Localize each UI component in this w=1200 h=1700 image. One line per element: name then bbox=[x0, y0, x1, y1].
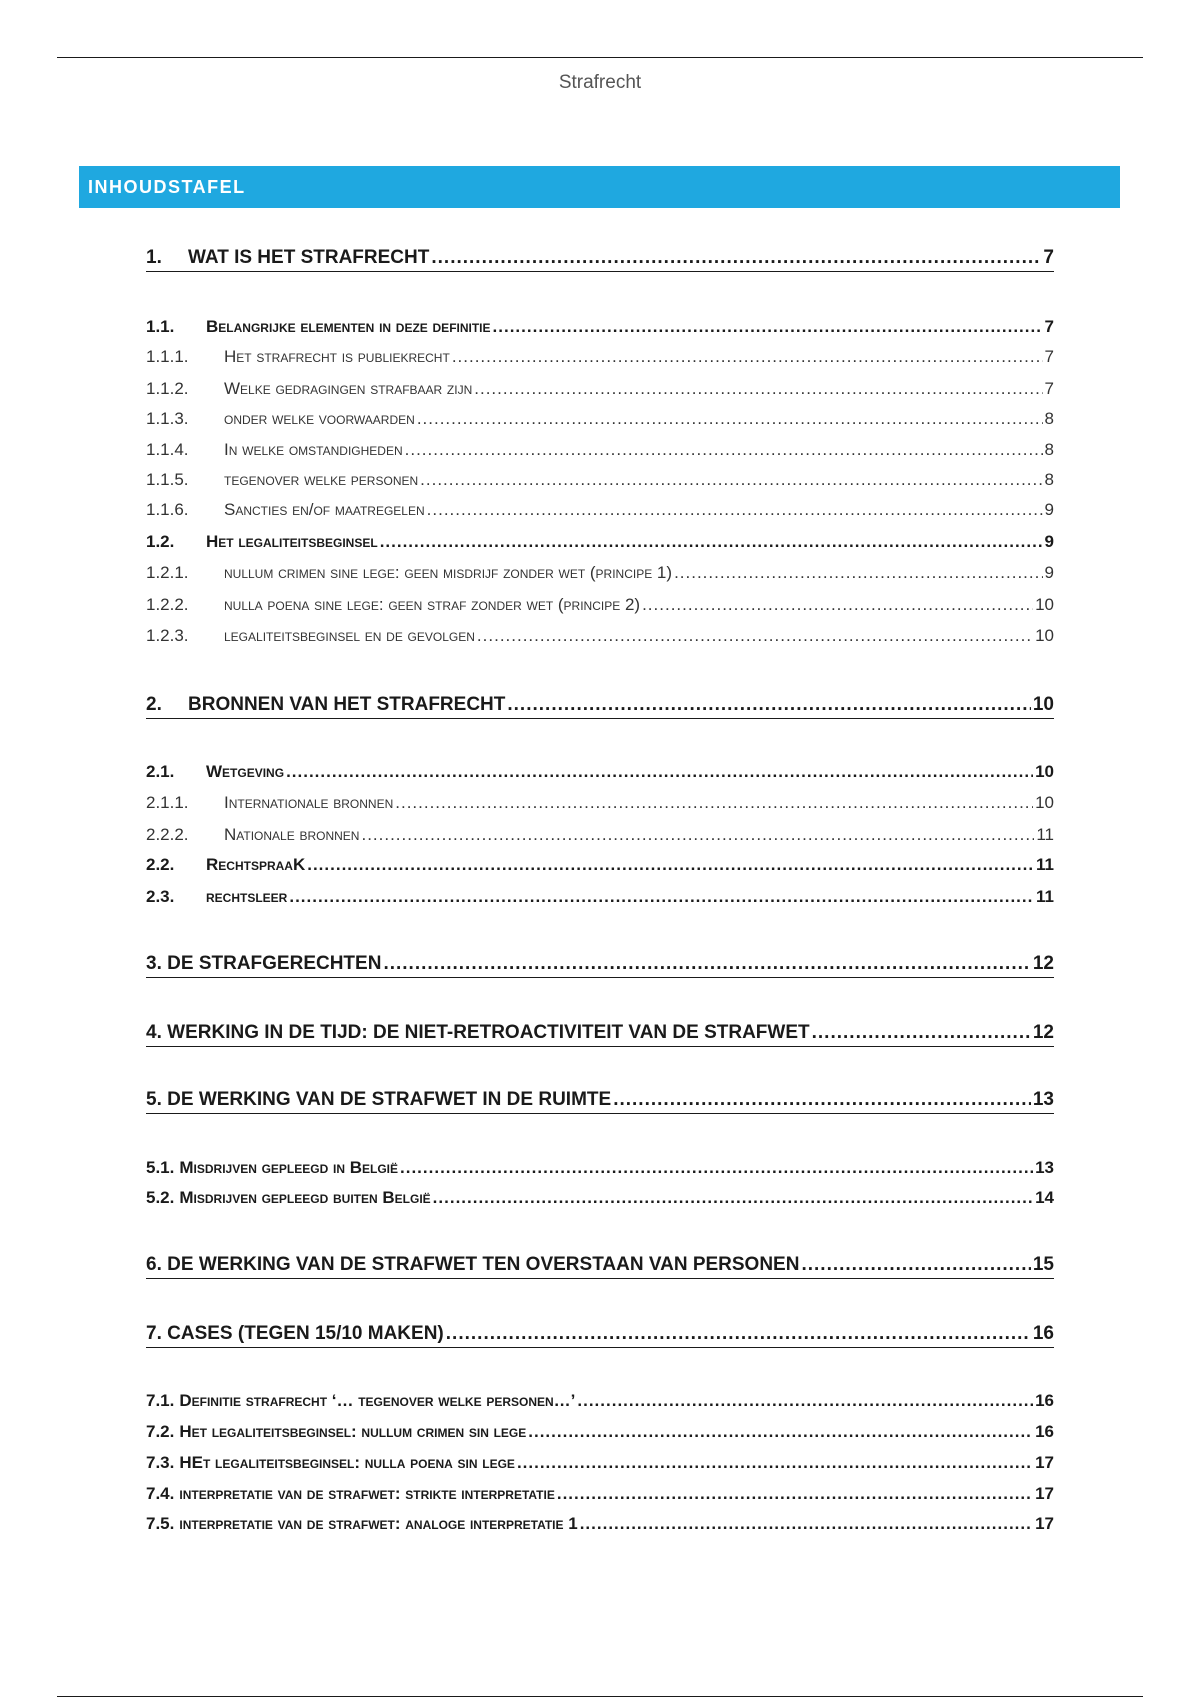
toc-number: 1.1.2. bbox=[146, 379, 189, 398]
dot-leader bbox=[812, 1020, 1031, 1046]
toc-page: 16 bbox=[1032, 1323, 1054, 1344]
toc-page: 16 bbox=[1035, 1422, 1054, 1441]
toc-title: Sancties en/of maatregelen bbox=[224, 500, 425, 519]
toc-title: Misdrijven gepleegd in België bbox=[179, 1158, 399, 1177]
dot-leader bbox=[642, 592, 1033, 618]
table-of-contents bbox=[146, 0, 1054, 1700]
toc-title: legaliteitsbeginsel en de gevolgen bbox=[224, 626, 475, 645]
dot-leader bbox=[431, 245, 1041, 271]
dot-leader bbox=[577, 1388, 1033, 1414]
toc-page: 11 bbox=[1036, 887, 1054, 906]
toc-number: 7. bbox=[146, 1323, 162, 1344]
toc-title: interpretatie van de strafwet: strikte interpretatie bbox=[179, 1484, 555, 1503]
dot-leader bbox=[307, 852, 1034, 878]
toc-entry-1-1-3[interactable] bbox=[146, 406, 1054, 432]
toc-title: In welke omstandigheden bbox=[224, 440, 403, 459]
toc-number: 2. bbox=[146, 694, 162, 715]
toc-entry-5-2[interactable] bbox=[146, 1185, 1054, 1211]
dot-leader bbox=[801, 1252, 1030, 1278]
toc-entry-1-2[interactable] bbox=[146, 529, 1054, 555]
toc-entry-1-1-6[interactable] bbox=[146, 497, 1054, 523]
toc-number: 2.3. bbox=[146, 887, 175, 906]
toc-entry-7-1[interactable] bbox=[146, 1388, 1054, 1414]
toc-page: 10 bbox=[1032, 694, 1054, 715]
toc-number: 7.4. bbox=[146, 1484, 175, 1503]
toc-page: 13 bbox=[1035, 1158, 1054, 1177]
toc-page: 9 bbox=[1044, 563, 1054, 582]
toc-entry-1-1-4[interactable] bbox=[146, 437, 1054, 463]
toc-page: 11 bbox=[1036, 855, 1054, 874]
toc-number: 1.1.5. bbox=[146, 470, 189, 489]
toc-number: 1.1.3. bbox=[146, 409, 189, 428]
toc-entry-7-3[interactable] bbox=[146, 1450, 1054, 1476]
dot-leader bbox=[286, 759, 1033, 785]
toc-page: 7 bbox=[1044, 317, 1054, 336]
toc-number: 7.2. bbox=[146, 1422, 175, 1441]
toc-title: Internationale bronnen bbox=[224, 793, 394, 812]
toc-heading: INHOUDSTAFEL bbox=[79, 166, 1120, 208]
toc-entry-2-2-2[interactable] bbox=[146, 822, 1054, 848]
toc-entry-2-2[interactable] bbox=[146, 852, 1054, 878]
toc-title: Definitie strafrecht ‘… tegenover welke personen…’ bbox=[179, 1391, 576, 1410]
dot-leader bbox=[477, 623, 1033, 649]
toc-page: 13 bbox=[1032, 1089, 1054, 1110]
running-header: Strafrecht bbox=[558, 72, 642, 93]
toc-title: nulla poena sine lege: geen straf zonder wet (principe 2) bbox=[224, 595, 641, 614]
toc-title: tegenover welke personen bbox=[224, 470, 419, 489]
toc-page: 10 bbox=[1035, 595, 1054, 614]
toc-entry-5-1[interactable] bbox=[146, 1155, 1054, 1181]
toc-page: 7 bbox=[1044, 379, 1054, 398]
toc-entry-1-1-2[interactable] bbox=[146, 376, 1054, 402]
toc-page: 9 bbox=[1044, 500, 1054, 519]
footer-rule bbox=[57, 1696, 1143, 1697]
toc-entry-1-2-2[interactable] bbox=[146, 592, 1054, 618]
toc-number: 1. bbox=[146, 247, 162, 268]
toc-number: 5.1. bbox=[146, 1158, 175, 1177]
toc-entry-2[interactable] bbox=[146, 692, 1054, 719]
toc-title: Het strafrecht is publiekrecht bbox=[224, 347, 450, 366]
toc-title: CASES (TEGEN 15/10 MAKEN) bbox=[167, 1323, 444, 1344]
dot-leader bbox=[395, 790, 1033, 816]
toc-number: 6. bbox=[146, 1254, 162, 1275]
toc-page: 10 bbox=[1035, 626, 1054, 645]
toc-entry-7-2[interactable] bbox=[146, 1419, 1054, 1445]
toc-number: 4. bbox=[146, 1022, 162, 1043]
toc-page: 7 bbox=[1044, 347, 1054, 366]
dot-leader bbox=[580, 1511, 1033, 1537]
toc-page: 10 bbox=[1035, 762, 1054, 781]
toc-page: 15 bbox=[1032, 1254, 1054, 1275]
toc-page: 8 bbox=[1044, 470, 1054, 489]
toc-entry-2-1-1[interactable] bbox=[146, 790, 1054, 816]
toc-entry-3[interactable] bbox=[146, 951, 1054, 978]
toc-title: RechtspraaK bbox=[206, 855, 306, 874]
dot-leader bbox=[613, 1087, 1031, 1113]
dot-leader bbox=[400, 1155, 1033, 1181]
toc-number: 2.2. bbox=[146, 855, 175, 874]
toc-entry-7-4[interactable] bbox=[146, 1481, 1054, 1507]
toc-number: 1.1.1. bbox=[146, 347, 189, 366]
dot-leader bbox=[289, 884, 1034, 910]
toc-title: Welke gedragingen strafbaar zijn bbox=[224, 379, 473, 398]
toc-title: DE STRAFGERECHTEN bbox=[167, 953, 382, 974]
dot-leader bbox=[427, 497, 1043, 523]
dot-leader bbox=[674, 560, 1042, 586]
toc-number: 5. bbox=[146, 1089, 162, 1110]
toc-number: 1.1. bbox=[146, 317, 175, 336]
toc-entry-2-3[interactable] bbox=[146, 884, 1054, 910]
toc-entry-1-1-5[interactable] bbox=[146, 467, 1054, 493]
dot-leader bbox=[507, 692, 1030, 718]
dot-leader bbox=[433, 1185, 1033, 1211]
toc-title: WAT IS HET STRAFRECHT bbox=[188, 247, 430, 268]
dot-leader bbox=[557, 1481, 1033, 1507]
toc-title: nullum crimen sine lege: geen misdrijf zonder wet (principe 1) bbox=[224, 563, 673, 582]
toc-entry-7[interactable] bbox=[146, 1321, 1054, 1348]
toc-entry-5[interactable] bbox=[146, 1087, 1054, 1114]
dot-leader bbox=[380, 529, 1043, 555]
toc-number: 7.1. bbox=[146, 1391, 175, 1410]
toc-number: 1.1.6. bbox=[146, 500, 189, 519]
toc-entry-6[interactable] bbox=[146, 1252, 1054, 1279]
toc-page: 8 bbox=[1044, 409, 1054, 428]
toc-entry-1-2-1[interactable] bbox=[146, 560, 1054, 586]
toc-page: 14 bbox=[1035, 1188, 1054, 1207]
toc-entry-7-5[interactable] bbox=[146, 1511, 1054, 1537]
toc-title: interpretatie van de strafwet: analoge interpretatie 1 bbox=[179, 1514, 578, 1533]
toc-title: Belangrijke elementen in deze definitie bbox=[206, 317, 491, 336]
toc-page: 10 bbox=[1035, 793, 1054, 812]
dot-leader bbox=[405, 437, 1043, 463]
dot-leader bbox=[474, 376, 1042, 402]
toc-number: 1.1.4. bbox=[146, 440, 189, 459]
toc-title: Wetgeving bbox=[206, 762, 285, 781]
toc-title: BRONNEN VAN HET STRAFRECHT bbox=[188, 694, 506, 715]
toc-number: 2.1. bbox=[146, 762, 175, 781]
toc-title: Het legaliteitsbeginsel bbox=[206, 532, 378, 551]
toc-entry-1-1[interactable] bbox=[146, 314, 1054, 340]
toc-entry-4[interactable] bbox=[146, 1020, 1054, 1047]
dot-leader bbox=[417, 406, 1043, 432]
dot-leader bbox=[420, 467, 1042, 493]
toc-title: onder welke voorwaarden bbox=[224, 409, 415, 428]
toc-title: rechtsleer bbox=[206, 887, 288, 906]
toc-entry-1-1-1[interactable] bbox=[146, 344, 1054, 370]
toc-title: HEt legaliteitsbeginsel: nulla poena sin lege bbox=[179, 1453, 515, 1472]
toc-number: 2.2.2. bbox=[146, 825, 189, 844]
dot-leader bbox=[446, 1321, 1031, 1347]
toc-number: 3. bbox=[146, 953, 162, 974]
dot-leader bbox=[517, 1450, 1033, 1476]
toc-number: 2.1.1. bbox=[146, 793, 189, 812]
dot-leader bbox=[383, 951, 1030, 977]
toc-title: Nationale bronnen bbox=[224, 825, 360, 844]
toc-entry-2-1[interactable] bbox=[146, 759, 1054, 785]
toc-number: 7.5. bbox=[146, 1514, 175, 1533]
toc-number: 1.2.1. bbox=[146, 563, 189, 582]
toc-page: 17 bbox=[1035, 1484, 1054, 1503]
toc-title: Misdrijven gepleegd buiten België bbox=[179, 1188, 431, 1207]
toc-title: WERKING IN DE TIJD: DE NIET-RETROACTIVITEIT VAN DE STRAFWET bbox=[167, 1022, 810, 1043]
toc-title: DE WERKING VAN DE STRAFWET TEN OVERSTAAN VAN PERSONEN bbox=[167, 1254, 800, 1275]
toc-title: Het legaliteitsbeginsel: nullum crimen sin lege bbox=[179, 1422, 527, 1441]
toc-page: 12 bbox=[1032, 953, 1054, 974]
toc-number: 7.3. bbox=[146, 1453, 175, 1472]
toc-title: DE WERKING VAN DE STRAFWET IN DE RUIMTE bbox=[167, 1089, 612, 1110]
toc-page: 17 bbox=[1035, 1514, 1054, 1533]
toc-number: 1.2. bbox=[146, 532, 175, 551]
toc-number: 1.2.2. bbox=[146, 595, 189, 614]
toc-page: 16 bbox=[1035, 1391, 1054, 1410]
toc-page: 17 bbox=[1035, 1453, 1054, 1472]
toc-page: 7 bbox=[1043, 247, 1054, 268]
dot-leader bbox=[361, 822, 1034, 848]
toc-page: 11 bbox=[1036, 825, 1054, 844]
toc-page: 9 bbox=[1044, 532, 1054, 551]
toc-entry-1[interactable] bbox=[146, 245, 1054, 272]
dot-leader bbox=[493, 314, 1043, 340]
toc-page: 12 bbox=[1032, 1022, 1054, 1043]
toc-number: 1.2.3. bbox=[146, 626, 189, 645]
toc-entry-1-2-3[interactable] bbox=[146, 623, 1054, 649]
toc-page: 8 bbox=[1044, 440, 1054, 459]
dot-leader bbox=[452, 344, 1043, 370]
dot-leader bbox=[528, 1419, 1033, 1445]
toc-number: 5.2. bbox=[146, 1188, 175, 1207]
